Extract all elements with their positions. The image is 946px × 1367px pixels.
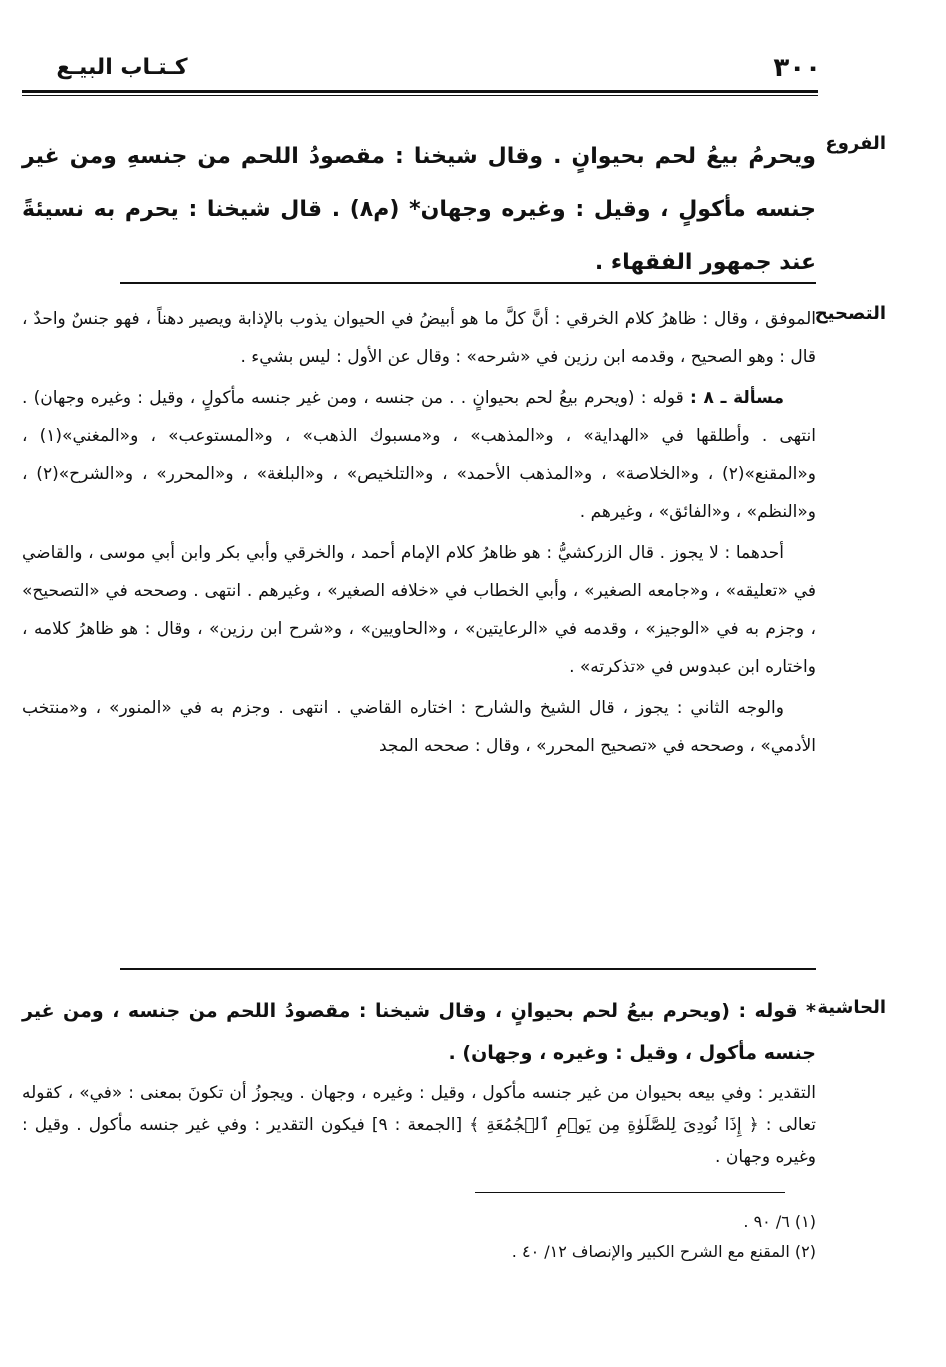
furu-text-block — [22, 130, 816, 289]
tashih-paragraph-1: الموفق ، وقال : ظاهرُ كلام الخرقي : أنَّ كلَّ ما هو أبيضُ في الحيوان يذوب بالإذابة ويصير دهناً ، فهو جنسٌ واحدٌ ، قال : وهو الصحيح ، وقدمه ابن رزين في «شرحه» : وقال عن الأول : ليس بشيء . — [22, 309, 816, 367]
header-rule-thin — [22, 95, 818, 96]
hashiya-quote: * قوله : (ويحرم بيعُ لحم بحيوانٍ ، وقال شيخنا : مقصودُ اللحم من جنسه ، ومن غير جنسه مأكول ، وقيل : وغيره ، وجهان) . — [22, 1000, 816, 1064]
section-label-furu: الفروع — [825, 133, 886, 154]
tashih-paragraph-3: أحدهما : لا يجوز . قال الزركشيُّ : هو ظاهرُ كلام الإمام أحمد ، والخرقي وأبي بكر وابن أبي موسى ، والقاضي في «تعليقه» ، و«جامعه الصغير» ، وأبي الخطاب في «خلافه الصغير» ، وغيرهم . انتهى . وصححه في «التصحيح» ، وجزم به في «الوجيز» ، وقدمه في «الرعايتين» ، و«الحاويين» ، و«شرح ابن رزين» ، وقال : هو ظاهرُ كلامه ، واختاره ابن عبدوس في «تذكرته» . — [22, 543, 816, 677]
hashiya-commentary: التقدير : وفي بيعه بحيوان من غير جنسه مأكول ، وقيل : وغيره ، وجهان . ويجوزُ أن تكونَ بمعنى : «في» ، كقوله تعالى : ﴿ إِذَا نُودِىَ لِلصَّلَوٰةِ مِن يَوۡمِ ٱلۡجُمُعَةِ ﴾ [الجمعة : ٩] فيكون التقدير : وفي غير جنسه مأكول . وقيل : وغيره وجهان . — [22, 1083, 816, 1167]
section-divider — [120, 968, 816, 970]
section-label-hashiya: الحاشية — [817, 997, 886, 1018]
footnote-1: (١) ٦/ ٩٠ . — [743, 1212, 816, 1231]
page-number: ٣٠٠ — [773, 53, 821, 83]
running-header-title: كـتـاب البيـع — [56, 55, 188, 80]
footnote-2: (٢) المقنع مع الشرح الكبير والإنصاف ١٢/ ٤٠ . — [511, 1242, 816, 1261]
section-label-tashih: التصحيح — [814, 303, 886, 324]
tashih-paragraph-4: والوجه الثاني : يجوز ، قال الشيخ والشارح : اختاره القاضي . انتهى . وجزم به في «المنور» ، و«منتخب الأدمي» ، وصححه في «تصحيح المحرر» ، وقال : صححه المجد — [22, 698, 816, 756]
section-divider — [120, 282, 816, 284]
masala-heading: مسألة ـ ٨ : — [690, 388, 785, 408]
masala-text: قوله : (ويحرم بيعُ لحم بحيوانٍ . . من جنسه ، ومن غير جنسه مأكولٍ ، وقيل : وغيره وجهان) . انتهى . وأطلقها في «الهداية» ، و«المذهب» ، و«مسبوك الذهب» ، و«المستوعب» ، و«المغني»(١) ، و«المقنع»(٢) ، و«الخلاصة» ، و«المذهب الأحمد» ، و«التلخيص» ، و«البلغة» ، و«المحرر» ، و«الشرح»(٢) ، و«النظم» ، و«الفائق» ، وغيرهم . — [22, 388, 816, 522]
tashih-paragraph-2 — [22, 379, 816, 531]
furu-paragraph: ويحرمُ بيعُ لحم بحيوانٍ . وقال شيخنا : مقصودُ اللحم من جنسهِ ومن غير جنسه مأكولٍ ، وقيل : وغيره وجهان* (م٨) . قال شيخنا : يحرم به نسيئةً عند جمهور الفقهاء . — [22, 144, 816, 275]
tashih-text-block — [22, 300, 816, 765]
header-rule — [22, 90, 818, 93]
footnote-divider — [475, 1192, 785, 1193]
